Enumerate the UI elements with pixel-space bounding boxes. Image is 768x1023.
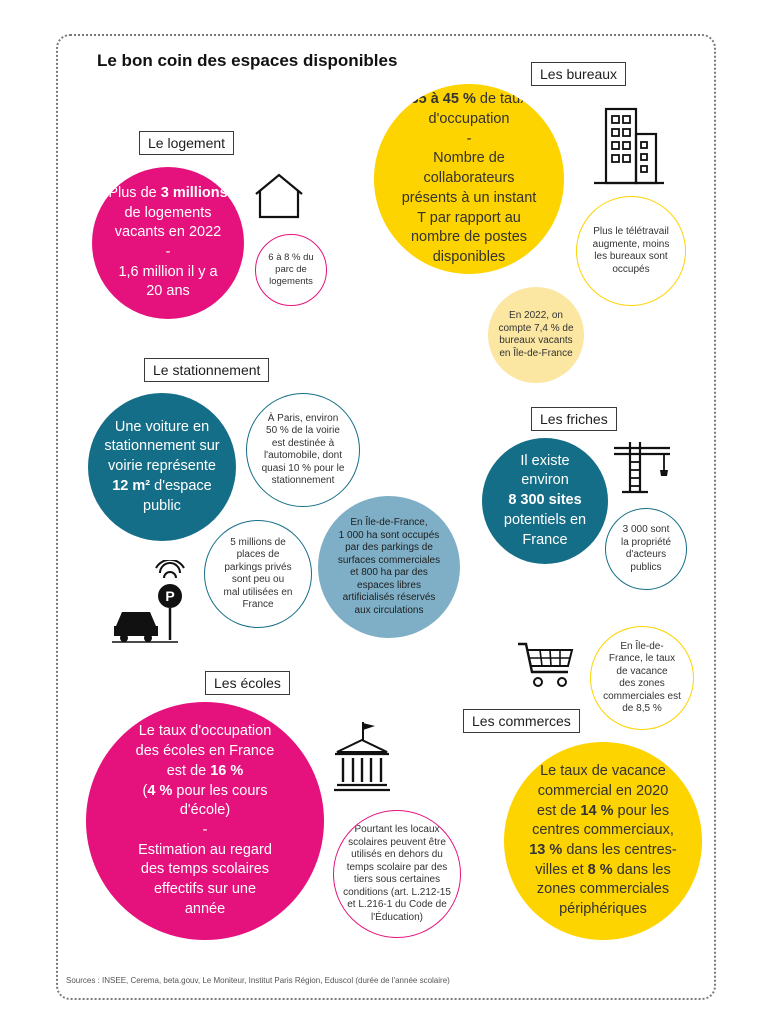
commerces-main-bubble: Le taux de vacance commercial en 2020 est de 14 % pour les centres commerciaux, 13 % dans les centres- villes et 8 % dans les zones commerciales périphériques <box>504 742 702 940</box>
tag-commerces: Les commerces <box>463 709 580 733</box>
svg-text:P: P <box>165 588 175 604</box>
tag-logement: Le logement <box>139 131 234 155</box>
stationnement-idf-bubble: En Île-de-France, 1 000 ha sont occupés par des parkings de surfaces commerciales et 800 ha par des espaces libres artificialisés réservés aux circulations <box>318 496 460 638</box>
crane-icon <box>612 438 672 494</box>
stationnement-prives-bubble: 5 millions de places de parkings privés sont peu ou mal utilisées en France <box>204 520 312 628</box>
ecoles-small-bubble: Pourtant les locaux scolaires peuvent être utilisés en dehors du temps scolaire par des tiers sous certaines conditions (art. L.212-15 et L.216-1 du Code de l'Éducation) <box>333 810 461 938</box>
stationnement-paris-bubble: À Paris, environ 50 % de la voirie est destinée à l'automobile, dont quasi 10 % pour le stationnement <box>246 393 360 507</box>
commerces-small-bubble: En Île-de- France, le taux de vacance des zones commerciales est de 8,5 % <box>590 626 694 730</box>
bureaux-vacants-bubble: En 2022, on compte 7,4 % de bureaux vacants en Île-de-France <box>488 287 584 383</box>
tag-ecoles: Les écoles <box>205 671 290 695</box>
logement-small-bubble: 6 à 8 % du parc de logements <box>255 234 327 306</box>
tag-friches: Les friches <box>531 407 617 431</box>
sources-footnote: Sources : INSEE, Cerema, beta.gouv, Le Moniteur, Institut Paris Région, Eduscol (durée de l'année scolaire) <box>66 976 450 985</box>
parking-car-icon <box>112 560 192 644</box>
tag-stationnement: Le stationnement <box>144 358 269 382</box>
house-icon <box>254 173 304 219</box>
shopping-cart-icon <box>516 640 576 692</box>
office-building-icon <box>594 106 664 186</box>
school-building-icon <box>333 720 391 792</box>
bureaux-main-bubble: 35 à 45 % de taux d'occupation - Nombre de collaborateurs présents à un instant T par rapport au nombre de postes disponibles <box>374 84 564 274</box>
ecoles-main-bubble: Le taux d'occupation des écoles en France est de 16 % (4 % pour les cours d'école) - Estimation au regard des temps scolaires effectifs sur une année <box>86 702 324 940</box>
logement-main-bubble: Plus de 3 millions de logements vacants en 2022 - 1,6 million il y a 20 ans <box>92 167 244 319</box>
tag-bureaux: Les bureaux <box>531 62 626 86</box>
bureaux-teletravail-bubble: Plus le télétravail augmente, moins les bureaux sont occupés <box>576 196 686 306</box>
stationnement-main-bubble: Une voiture en stationnement sur voirie représente 12 m² d'espace public <box>88 393 236 541</box>
friches-main-bubble: Il existe environ 8 300 sites potentiels en France <box>482 438 608 564</box>
page-title: Le bon coin des espaces disponibles <box>97 51 398 70</box>
friches-small-bubble: 3 000 sont la propriété d'acteurs publics <box>605 508 687 590</box>
